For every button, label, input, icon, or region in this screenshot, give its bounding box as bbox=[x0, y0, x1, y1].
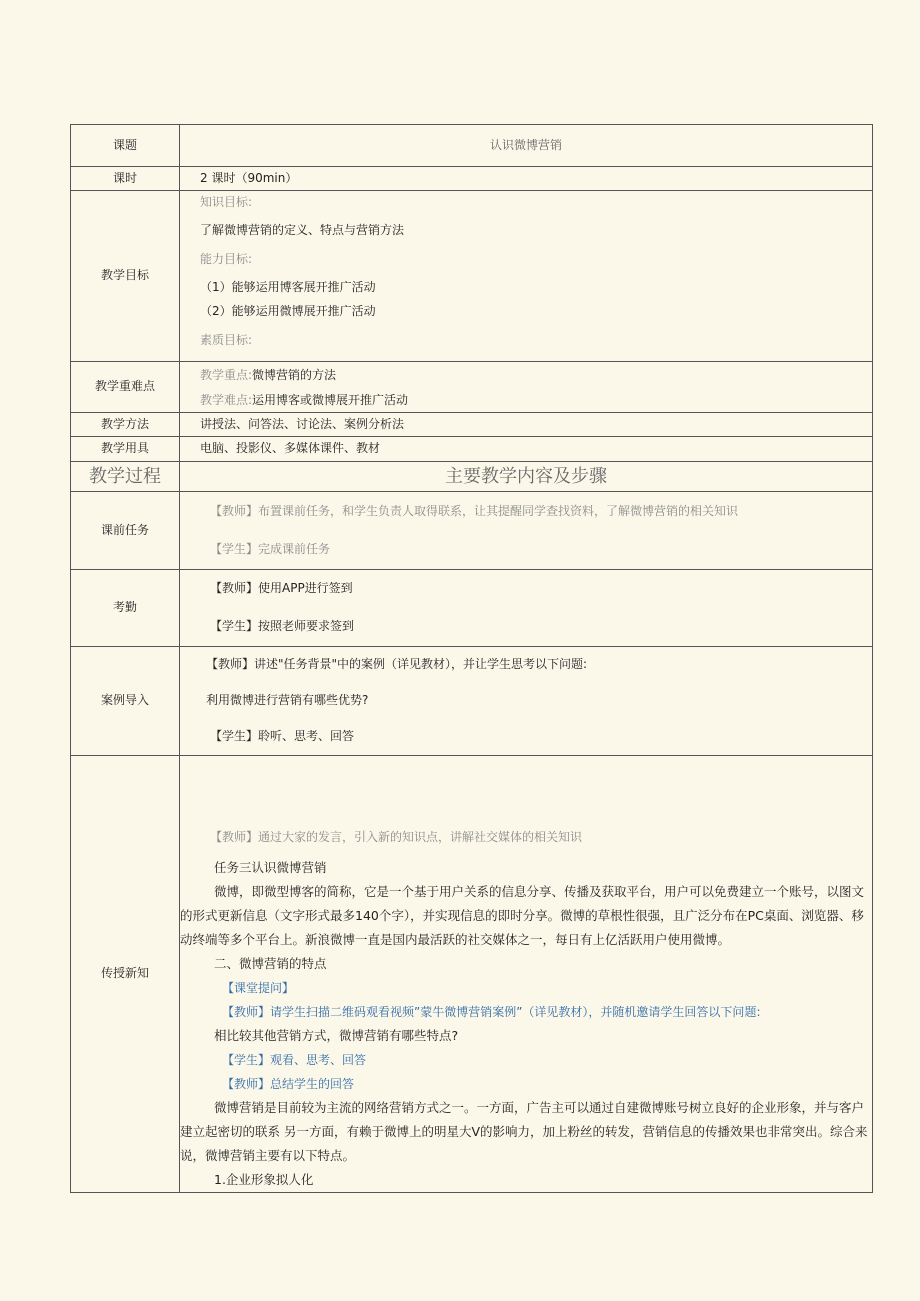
class-question-tag: 【课堂提问】 bbox=[222, 981, 295, 995]
focus-prefix: 教学重点: bbox=[200, 368, 253, 382]
row-attendance bbox=[71, 570, 873, 647]
label-tools: 教学用具 bbox=[71, 437, 180, 462]
case-intro-student: 【学生】聆听、思考、回答 bbox=[210, 729, 355, 744]
paragraph-weibo-definition: 微博，即微型博客的简称，它是一个基于用户关系的信息分享、传播及获取平台，用户可以免费建立一个账号，以图文的形式更新信息（文字形式最多140个字），并实现信息的即时分享。微博的草根性很强，且广泛分布在PC桌面、浏览器、移动终端等多个平台上。新浪微博一直是国内最活跃的社交媒体之一，每日有上亿活跃用户使用微博。 bbox=[180, 884, 865, 947]
ability-goal-item: （2）能够运用微博展开推广活动 bbox=[200, 304, 376, 318]
ability-goal-item: （1）能够运用博客展开推广活动 bbox=[200, 280, 376, 294]
ability-goal-title: 能力目标: bbox=[200, 252, 253, 266]
discussion-question: 相比较其他营销方式，微博营销有哪些特点? bbox=[214, 1028, 459, 1043]
teacher-question: 【教师】请学生扫描二维码观看视频”蒙牛微博营销案例”（详见教材），并随机邀请学生回答以下问题: bbox=[222, 1005, 761, 1019]
focus-value: 微博营销的方法 bbox=[252, 368, 337, 382]
teacher-summary: 【教师】总结学生的回答 bbox=[222, 1077, 355, 1091]
row-hours bbox=[71, 167, 873, 191]
row-process-header bbox=[71, 462, 873, 492]
new-knowledge-content bbox=[180, 756, 873, 1193]
label-hours: 课时 bbox=[71, 167, 180, 191]
difficulty-value: 运用博客或微博展开推广活动 bbox=[252, 393, 409, 407]
difficulty-prefix: 教学难点: bbox=[200, 393, 253, 407]
attendance-teacher: 【教师】使用APP进行签到 bbox=[210, 581, 353, 596]
row-goals bbox=[71, 191, 873, 362]
tools-value: 电脑、投影仪、多媒体课件、教材 bbox=[180, 437, 873, 462]
label-topic: 课题 bbox=[71, 125, 180, 167]
attendance-student: 【学生】按照老师要求签到 bbox=[210, 619, 355, 634]
label-new-knowledge: 传授新知 bbox=[71, 756, 180, 1193]
topic-title: 认识微博营销 bbox=[180, 125, 873, 167]
pre-task-content bbox=[180, 492, 873, 570]
row-key-points bbox=[71, 362, 873, 413]
key-points-content bbox=[180, 362, 873, 413]
hours-value: 2 课时（90min） bbox=[180, 167, 873, 191]
knowledge-goal-item: 了解微博营销的定义、特点与营销方法 bbox=[200, 223, 405, 237]
lesson-plan-table bbox=[70, 124, 873, 1193]
label-case-intro: 案例导入 bbox=[71, 647, 180, 756]
quality-goal-title: 素质目标: bbox=[200, 333, 253, 347]
label-attendance: 考勤 bbox=[71, 570, 180, 647]
row-method bbox=[71, 413, 873, 437]
label-goals: 教学目标 bbox=[71, 191, 180, 362]
focus-line bbox=[200, 363, 872, 389]
process-header-right: 主要教学内容及步骤 bbox=[180, 462, 873, 492]
attendance-content bbox=[180, 570, 873, 647]
goals-content bbox=[180, 191, 873, 362]
knowledge-goal-title: 知识目标: bbox=[200, 195, 253, 209]
row-topic bbox=[71, 125, 873, 167]
case-intro-content bbox=[180, 647, 873, 756]
label-method: 教学方法 bbox=[71, 413, 180, 437]
section-heading: 二、微博营销的特点 bbox=[214, 956, 327, 971]
pre-task-student: 【学生】完成课前任务 bbox=[210, 541, 331, 556]
difficulty-line bbox=[200, 389, 872, 411]
row-new-knowledge bbox=[71, 756, 873, 1193]
label-pre-task: 课前任务 bbox=[71, 492, 180, 570]
new-teacher-intro: 【教师】通过大家的发言，引入新的知识点，讲解社交媒体的相关知识 bbox=[210, 830, 583, 844]
row-case-intro bbox=[71, 647, 873, 756]
row-tools bbox=[71, 437, 873, 462]
case-intro-teacher: 【教师】讲述"任务背景"中的案例（详见教材），并让学生思考以下问题: bbox=[206, 657, 588, 672]
paragraph-weibo-marketing: 微博营销是目前较为主流的网络营销方式之一。一方面，广告主可以通过自建微博账号树立良好的企业形象，并与客户建立起密切的联系 另一方面，有赖于微博上的明星大V的影响力，加上粉丝的转发，营销信息的传播效果也非常突出。综合来说，微博营销主要有以下特点。 bbox=[180, 1100, 868, 1163]
feature-item-1: 1.企业形象拟人化 bbox=[214, 1172, 314, 1187]
task-title: 任务三认识微博营销 bbox=[214, 860, 327, 875]
case-intro-question: 利用微博进行营销有哪些优势? bbox=[206, 693, 369, 708]
process-header-left: 教学过程 bbox=[71, 462, 180, 492]
label-key-points: 教学重难点 bbox=[71, 362, 180, 413]
student-answer: 【学生】观看、思考、回答 bbox=[222, 1053, 367, 1067]
method-value: 讲授法、问答法、讨论法、案例分析法 bbox=[180, 413, 873, 437]
pre-task-teacher: 【教师】布置课前任务，和学生负责人取得联系，让其提醒同学查找资料，了解微博营销的相关知识 bbox=[210, 503, 739, 518]
row-pre-task bbox=[71, 492, 873, 570]
